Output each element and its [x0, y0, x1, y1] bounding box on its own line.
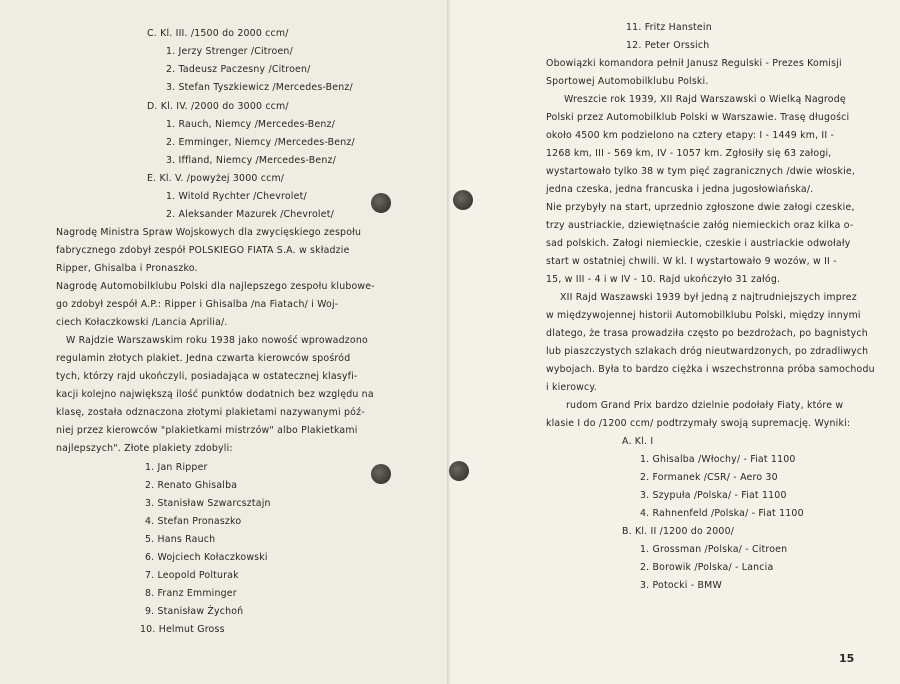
- page-number: 15: [839, 652, 855, 665]
- text-line: fabrycznego zdobył zespół POLSKIEGO FIATA S.A. w składzie: [56, 245, 350, 256]
- text-line: Obowiązki komandora pełnił Janusz Regulski - Prezes Komisji: [546, 58, 842, 69]
- right-page: [450, 0, 900, 684]
- text-line: 2. Tadeusz Paczesny /Citroen/: [166, 64, 311, 75]
- text-line: dlatego, że trasa prowadziła często po bezdrożach, po bagnistych: [546, 328, 868, 339]
- text-line: najlepszych". Złote plakiety zdobyli:: [56, 443, 233, 454]
- punch-hole: [453, 190, 473, 210]
- text-line: 2. Aleksander Mazurek /Chevrolet/: [166, 209, 334, 220]
- text-line: 12. Peter Orssich: [626, 40, 710, 51]
- text-line: wystartowało tylko 38 w tym pięć zagranicznych /dwie włoskie,: [546, 166, 856, 177]
- text-line: C. Kl. III. /1500 do 2000 ccm/: [147, 28, 289, 39]
- text-line: B. Kl. II /1200 do 2000/: [622, 526, 735, 537]
- text-line: 9. Stanisław Żychoń: [145, 606, 244, 617]
- text-line: start w ostatniej chwili. W kl. I wystartowało 9 wozów, w II -: [546, 256, 837, 267]
- text-line: 6. Wojciech Kołaczkowski: [145, 552, 268, 563]
- text-line: 4. Rahnenfeld /Polska/ - Fiat 1100: [640, 508, 804, 519]
- text-line: 2. Emminger, Niemcy /Mercedes-Benz/: [166, 137, 355, 148]
- text-line: D. Kl. IV. /2000 do 3000 ccm/: [147, 101, 289, 112]
- text-line: Nagrodę Ministra Spraw Wojskowych dla zwycięskiego zespołu: [56, 227, 362, 238]
- text-line: 7. Leopold Polturak: [145, 570, 239, 581]
- text-line: 10. Helmut Gross: [140, 624, 225, 635]
- punch-hole: [449, 461, 469, 481]
- text-line: Polski przez Automobilklub Polski w Warszawie. Trasę długości: [546, 112, 850, 123]
- text-line: W Rajdzie Warszawskim roku 1938 jako nowość wprowadzono: [66, 335, 368, 346]
- text-line: 1. Witold Rychter /Chevrolet/: [166, 191, 307, 202]
- punch-hole: [371, 464, 391, 484]
- text-line: 1. Jerzy Strenger /Citroen/: [166, 46, 293, 57]
- text-line: 1. Grossman /Polska/ - Citroen: [640, 544, 788, 555]
- text-line: kacji kolejno największą ilość punktów dodatnich bez względu na: [56, 389, 374, 400]
- text-line: 1268 km, III - 569 km, IV - 1057 km. Zgłosiły się 63 załogi,: [546, 148, 832, 159]
- text-line: lub piaszczystych szlakach dróg nieutwardzonych, po zdradliwych: [546, 346, 869, 357]
- text-line: 3. Szypuła /Polska/ - Fiat 1100: [640, 490, 787, 501]
- text-line: 8. Franz Emminger: [145, 588, 237, 599]
- text-line: 4. Stefan Pronaszko: [145, 516, 242, 527]
- text-line: sad polskich. Załogi niemieckie, czeskie i austriackie odwołały: [546, 238, 851, 249]
- text-line: A. Kl. I: [622, 436, 654, 447]
- text-line: 11. Fritz Hanstein: [626, 22, 712, 33]
- text-line: 3. Stefan Tyszkiewicz /Mercedes-Benz/: [166, 82, 353, 93]
- text-line: w międzywojennej historii Automobilklubu Polski, między innymi: [546, 310, 861, 321]
- text-line: 3. Stanisław Szwarcsztajn: [145, 498, 271, 509]
- punch-hole: [371, 193, 391, 213]
- text-line: Ripper, Ghisalba i Pronaszko.: [56, 263, 198, 274]
- text-line: 3. Potocki - BMW: [640, 580, 722, 591]
- text-line: Wreszcie rok 1939, XII Rajd Warszawski o Wielką Nagrodę: [564, 94, 846, 105]
- text-line: 3. Iffland, Niemcy /Mercedes-Benz/: [166, 155, 336, 166]
- text-line: 2. Formanek /CSR/ - Aero 30: [640, 472, 778, 483]
- text-line: trzy austriackie, dziewiętnaście załóg niemieckich oraz kilka o-: [546, 220, 854, 231]
- text-line: 2. Borowik /Polska/ - Lancia: [640, 562, 774, 573]
- text-line: Nagrodę Automobilklubu Polski dla najlepszego zespołu klubowe-: [56, 281, 375, 292]
- text-line: go zdobył zespół A.P.: Ripper i Ghisalba /na Fiatach/ i Woj-: [56, 299, 339, 310]
- text-line: regulamin złotych plakiet. Jedna czwarta kierowców spośród: [56, 353, 351, 364]
- text-line: XII Rajd Waszawski 1939 był jedną z najtrudniejszych imprez: [560, 292, 857, 303]
- text-line: około 4500 km podzielono na cztery etapy: I - 1449 km, II -: [546, 130, 835, 141]
- text-line: i kierowcy.: [546, 382, 597, 393]
- text-line: 15, w III - 4 i w IV - 10. Rajd ukończyło 31 załóg.: [546, 274, 781, 285]
- text-line: klasę, została odznaczona złotymi plakietami nazywanymi póź-: [56, 407, 365, 418]
- text-line: 5. Hans Rauch: [145, 534, 216, 545]
- text-line: jedna czeska, jedna francuska i jedna jugosłowiańska/.: [546, 184, 814, 195]
- text-line: ciech Kołaczkowski /Lancia Aprilia/.: [56, 317, 228, 328]
- text-line: 1. Rauch, Niemcy /Mercedes-Benz/: [166, 119, 336, 130]
- text-line: Nie przybyły na start, uprzednio zgłoszone dwie załogi czeskie,: [546, 202, 855, 213]
- text-line: klasie I do /1200 ccm/ podtrzymały swoją supremację. Wyniki:: [546, 418, 851, 429]
- text-line: 1. Jan Ripper: [145, 462, 208, 473]
- left-page: [0, 0, 449, 684]
- text-line: rudom Grand Prix bardzo dzielnie podołały Fiaty, które w: [566, 400, 844, 411]
- text-line: tych, którzy rajd ukończyli, posiadająca w ostatecznej klasyfi-: [56, 371, 358, 382]
- text-line: wybojach. Była to bardzo ciężka i wszechstronna próba samochodu: [546, 364, 875, 375]
- text-line: 2. Renato Ghisalba: [145, 480, 238, 491]
- text-line: E. Kl. V. /powyżej 3000 ccm/: [147, 173, 285, 184]
- text-line: Sportowej Automobilklubu Polski.: [546, 76, 709, 87]
- text-line: niej przez kierowców "plakietkami mistrzów" albo Plakietkami: [56, 425, 358, 436]
- text-line: 1. Ghisalba /Włochy/ - Fiat 1100: [640, 454, 796, 465]
